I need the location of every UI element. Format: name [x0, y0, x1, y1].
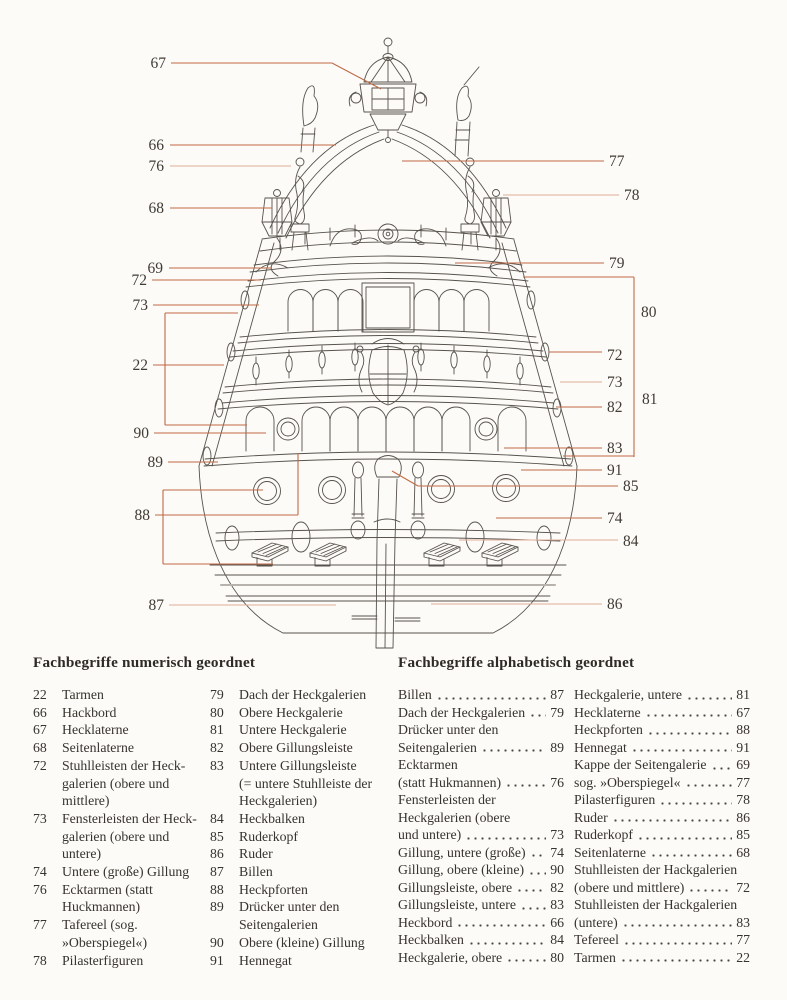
entry-number: 89	[550, 739, 564, 755]
glossary-entry	[574, 774, 750, 792]
entry-term: Gillung, obere (kleine)	[398, 862, 525, 877]
entry-number: 83	[210, 757, 224, 773]
diagram-label-74	[496, 510, 623, 527]
label-number: 88	[134, 507, 150, 524]
dot-leader	[520, 896, 546, 914]
label-number: 84	[623, 533, 639, 550]
entry-number: 83	[736, 914, 750, 930]
label-number: 91	[607, 462, 623, 479]
entry-term: Untere (große) Gillung	[62, 864, 190, 880]
dot-leader	[623, 931, 732, 949]
diagram-label-73	[560, 374, 623, 391]
entry-number: 81	[210, 722, 224, 738]
glossary-entry	[574, 826, 750, 844]
glossary-entry	[398, 879, 564, 897]
entry-number: 83	[550, 897, 564, 912]
entry-number: 86	[210, 846, 224, 862]
entry-number: 89	[210, 899, 224, 915]
entry-number: 77	[33, 917, 47, 933]
diagram-label-72	[549, 347, 623, 364]
glossary-entry	[210, 739, 392, 757]
entry-term: Stuhlleisten der Hackgalerien	[574, 862, 738, 877]
entry-term: Tarmen	[62, 687, 104, 702]
glossary-entry	[574, 809, 750, 827]
entry-number: 87	[210, 864, 224, 880]
alphabetic-column-1	[398, 686, 564, 966]
entry-number: 72	[33, 757, 47, 773]
dot-leader	[612, 809, 732, 827]
label-number: 22	[132, 357, 148, 374]
diagram-label-89	[148, 454, 219, 471]
entry-number: 73	[550, 827, 564, 842]
entry-term: Untere Heckgalerie	[239, 722, 347, 738]
label-number: 72	[607, 347, 623, 364]
glossary-entry	[398, 704, 564, 722]
label-number: 74	[607, 510, 623, 527]
glossary-entry	[210, 898, 392, 933]
label-number: 69	[147, 260, 163, 277]
label-number: 83	[607, 440, 623, 457]
dot-leader	[465, 826, 546, 844]
glossary-entry	[33, 739, 210, 757]
glossary-alphabetic-heading: Fachbegriffe alphabetisch geordnet	[398, 654, 635, 671]
entry-term: Hennegat	[239, 952, 292, 968]
entry-term: Heckgalerie, untere	[574, 687, 683, 702]
dot-leader	[620, 949, 732, 967]
glossary-entry	[33, 881, 210, 916]
numeric-column-1	[33, 686, 210, 969]
entry-term: Seitenlaterne	[62, 740, 135, 756]
dot-leader	[647, 721, 732, 739]
entry-number: 88	[736, 722, 750, 737]
glossary-entry	[398, 914, 564, 932]
glossary-entry	[398, 809, 564, 827]
label-number: 81	[642, 391, 658, 408]
label-number: 89	[147, 454, 163, 471]
entry-term: Fensterleisten der Heck- galerien (obere und untere)	[62, 810, 197, 862]
entry-term: (statt Hukmannen)	[398, 774, 502, 790]
entry-term: Heckgalerie, obere	[398, 949, 503, 965]
entry-term: Hecklaterne	[62, 722, 129, 738]
glossary-entry	[398, 686, 564, 704]
dot-leader	[631, 739, 732, 757]
diagram-label-68	[149, 200, 273, 217]
label-number: 77	[609, 153, 625, 170]
entry-number: 85	[736, 827, 750, 842]
diagram-label-82	[556, 399, 623, 416]
entry-number: 79	[550, 704, 564, 720]
diagram-label-66	[149, 137, 337, 154]
glossary-entry	[210, 881, 392, 899]
label-number: 76	[148, 158, 164, 175]
label-number: 73	[132, 297, 148, 314]
entry-term: Gillungsleiste, untere	[398, 897, 517, 912]
entry-term: (obere und mittlere)	[574, 879, 685, 895]
entry-term: Pilasterfiguren	[62, 952, 144, 968]
entry-number: 79	[210, 687, 224, 702]
entry-term: Hecklaterne	[574, 704, 641, 720]
glossary-entry	[398, 844, 564, 862]
diagram-label-80	[523, 277, 657, 457]
entry-term: Seitenlaterne	[574, 844, 647, 860]
glossary-entry	[574, 844, 750, 862]
glossary-entry	[210, 828, 392, 846]
entry-number: 78	[736, 792, 750, 807]
glossary-entry	[574, 686, 750, 704]
glossary-entry	[398, 896, 564, 914]
diagram-label-91	[521, 462, 623, 479]
entry-term: Ruder	[574, 809, 608, 825]
entry-number: 66	[550, 914, 564, 930]
dot-leader	[528, 861, 546, 879]
glossary-entry	[33, 757, 210, 810]
glossary-entry	[398, 931, 564, 949]
diagram-label-83	[504, 440, 623, 457]
label-number: 90	[133, 425, 149, 442]
entry-term: Heckpforten	[574, 722, 643, 737]
glossary-entry	[33, 952, 210, 970]
entry-number: 76	[550, 774, 564, 790]
entry-number: 67	[736, 704, 750, 720]
entry-number: 82	[210, 740, 224, 756]
dot-leader	[622, 914, 733, 932]
glossary-entry	[210, 810, 392, 828]
entry-number: 91	[210, 952, 224, 968]
glossary-entry	[398, 861, 564, 879]
diagram-label-84	[459, 533, 639, 550]
dot-leader	[468, 931, 546, 949]
diagram-label-79	[455, 255, 625, 272]
glossary-entry	[398, 774, 564, 792]
glossary-entry	[574, 739, 750, 757]
label-number: 68	[148, 200, 164, 217]
entry-term: Tefereel	[574, 932, 619, 947]
entry-term: Obere Heckgalerie	[239, 704, 343, 720]
entry-number: 72	[736, 879, 750, 895]
entry-number: 69	[736, 757, 750, 772]
stern-drawing	[199, 38, 577, 648]
entry-term: Tarmen	[574, 949, 616, 965]
stern-lantern-drawing	[349, 38, 427, 143]
entry-term: Heckbalken	[398, 932, 464, 947]
entry-number: 68	[33, 740, 47, 756]
entry-term: Fensterleisten der	[398, 792, 496, 807]
glossary-entry	[210, 934, 392, 952]
entry-term: sog. »Oberspiegel«	[574, 774, 681, 790]
diagram-label-73	[133, 297, 260, 425]
entry-number: 80	[210, 704, 224, 720]
dot-leader	[650, 844, 732, 862]
entry-number: 88	[210, 881, 224, 897]
entry-number: 84	[550, 932, 564, 947]
label-number: 86	[607, 596, 623, 613]
glossary-entry	[33, 686, 210, 704]
glossary-entry	[574, 949, 750, 967]
glossary-entry	[574, 861, 750, 879]
label-number: 73	[607, 374, 623, 391]
glossary-entry	[210, 845, 392, 863]
glossary-entry	[210, 863, 392, 881]
entry-term: Ecktarmen (statt Huckmannen)	[62, 881, 153, 915]
glossary-entry	[210, 952, 392, 970]
glossary-entry	[33, 721, 210, 739]
label-number: 80	[641, 304, 657, 321]
entry-number: 22	[736, 949, 750, 965]
entry-number: 80	[550, 949, 564, 965]
dot-leader	[516, 879, 546, 897]
entry-term: Heckbord	[398, 914, 453, 930]
entry-number: 85	[210, 828, 224, 844]
entry-term: Hackbord	[62, 704, 117, 720]
entry-term: Stuhlleisten der Hackgalerien	[574, 897, 738, 912]
entry-term: Untere Gillungsleiste (= untere Stuhlleiste der Heckgalerien)	[239, 757, 373, 809]
glossary-entry	[398, 721, 564, 739]
entry-term: Billen	[398, 687, 432, 702]
entry-number: 91	[736, 739, 750, 755]
glossary-entry	[398, 756, 564, 774]
dot-leader	[659, 791, 732, 809]
glossary-entry	[574, 896, 750, 914]
entry-number: 68	[736, 844, 750, 860]
dot-leader	[637, 826, 732, 844]
entry-number: 77	[736, 774, 750, 790]
diagram-label-77	[402, 153, 625, 170]
glossary-entry	[210, 721, 392, 739]
entry-number: 84	[210, 810, 224, 826]
entry-term: Ruderkopf	[239, 828, 299, 844]
entry-number: 78	[33, 952, 47, 968]
dot-leader	[711, 756, 733, 774]
diagram-label-22	[133, 357, 225, 374]
entry-term: Drücker unter den	[398, 722, 499, 737]
entry-term: Dach der Heckgalerien	[398, 704, 526, 720]
diagram-label-87	[149, 597, 337, 614]
entry-term: Gillung, untere (große)	[398, 844, 526, 860]
entry-number: 73	[33, 810, 47, 826]
dot-leader	[436, 686, 546, 704]
entry-number: 67	[33, 722, 47, 738]
leader-line	[332, 63, 381, 89]
entry-term: und untere)	[398, 827, 462, 842]
entry-term: Billen	[239, 864, 273, 880]
label-number: 67	[150, 55, 166, 72]
dot-leader	[506, 949, 546, 967]
entry-number: 82	[550, 879, 564, 895]
glossary-entry	[398, 791, 564, 809]
dot-leader	[530, 844, 547, 862]
glossary-entry	[574, 721, 750, 739]
entry-number: 81	[736, 687, 750, 702]
label-number: 79	[609, 255, 625, 272]
entry-term: Drücker unter den Seitengalerien	[239, 899, 340, 933]
entry-number: 90	[550, 862, 564, 877]
glossary-entry	[33, 863, 210, 881]
label-number: 78	[624, 187, 640, 204]
dot-leader	[529, 704, 546, 722]
leader-line	[392, 471, 418, 486]
glossary-entry	[33, 916, 210, 951]
diagram-label-69	[148, 260, 273, 277]
entry-number: 22	[33, 687, 47, 702]
glossary-entry	[574, 704, 750, 722]
label-number: 85	[623, 478, 639, 495]
entry-number: 86	[736, 809, 750, 825]
entry-term: Pilasterfiguren	[574, 792, 656, 807]
glossary-entry	[574, 914, 750, 932]
glossary-entry	[574, 879, 750, 897]
entry-term: Ecktarmen	[398, 757, 458, 772]
glossary-entry	[574, 756, 750, 774]
dot-leader	[686, 686, 732, 704]
dot-leader	[645, 704, 733, 722]
dot-leader	[685, 774, 733, 792]
entry-term: Ruderkopf	[574, 827, 634, 842]
glossary-entry	[398, 949, 564, 967]
entry-number: 87	[550, 687, 564, 702]
diagram-label-86	[431, 596, 623, 613]
diagram-label-67	[151, 55, 382, 89]
glossary-entry	[398, 739, 564, 757]
entry-term: Obere Gillungsleiste	[239, 740, 353, 756]
glossary-entry	[33, 704, 210, 722]
label-number: 82	[607, 399, 623, 416]
entry-term: Heckbalken	[239, 810, 305, 826]
entry-number: 74	[550, 844, 564, 860]
entry-term: (untere)	[574, 914, 618, 930]
entry-term: Obere (kleine) Gillung	[239, 934, 365, 950]
entry-term: Gillungsleiste, obere	[398, 879, 513, 895]
entry-number: 90	[210, 934, 224, 950]
diagram-label-76	[149, 158, 292, 175]
entry-term: Hennegat	[574, 739, 627, 755]
alphabetic-column-2	[574, 686, 750, 966]
glossary-entry	[398, 826, 564, 844]
entry-term: Tafereel (sog. »Oberspiegel«)	[62, 917, 148, 950]
entry-term: Stuhlleisten der Heck- galerien (obere und mittlere)	[62, 757, 186, 809]
glossary-entry	[210, 686, 392, 704]
entry-term: Heckgalerien (obere	[398, 809, 511, 825]
glossary-numeric-heading: Fachbegriffe numerisch geordnet	[33, 654, 256, 671]
dot-leader	[688, 879, 732, 897]
numeric-column-2	[210, 686, 392, 969]
diagram-labels	[132, 55, 658, 614]
glossary-entry	[574, 931, 750, 949]
label-number: 72	[131, 272, 147, 289]
dot-leader	[456, 914, 546, 932]
glossary-entry	[210, 704, 392, 722]
entry-number: 66	[33, 704, 47, 720]
label-number: 87	[148, 597, 164, 614]
entry-term: Seitengalerien	[398, 739, 477, 755]
entry-term: Heckpforten	[239, 881, 308, 897]
glossary-entry	[574, 791, 750, 809]
entry-number: 77	[736, 932, 750, 947]
glossary-entry	[33, 810, 210, 863]
glossary-numeric	[33, 654, 392, 969]
entry-number: 76	[33, 881, 47, 897]
entry-number: 74	[33, 864, 47, 880]
glossary-entry	[210, 757, 392, 810]
dot-leader	[481, 739, 546, 757]
diagram-label-78	[503, 187, 640, 204]
label-number: 66	[148, 137, 164, 154]
entry-term: Dach der Heckgalerien	[239, 687, 367, 702]
entry-term: Kappe der Seitengalerie	[574, 757, 707, 772]
entry-term: Ruder	[239, 846, 273, 862]
glossary-alphabetic	[398, 654, 750, 966]
dot-leader	[505, 774, 546, 792]
